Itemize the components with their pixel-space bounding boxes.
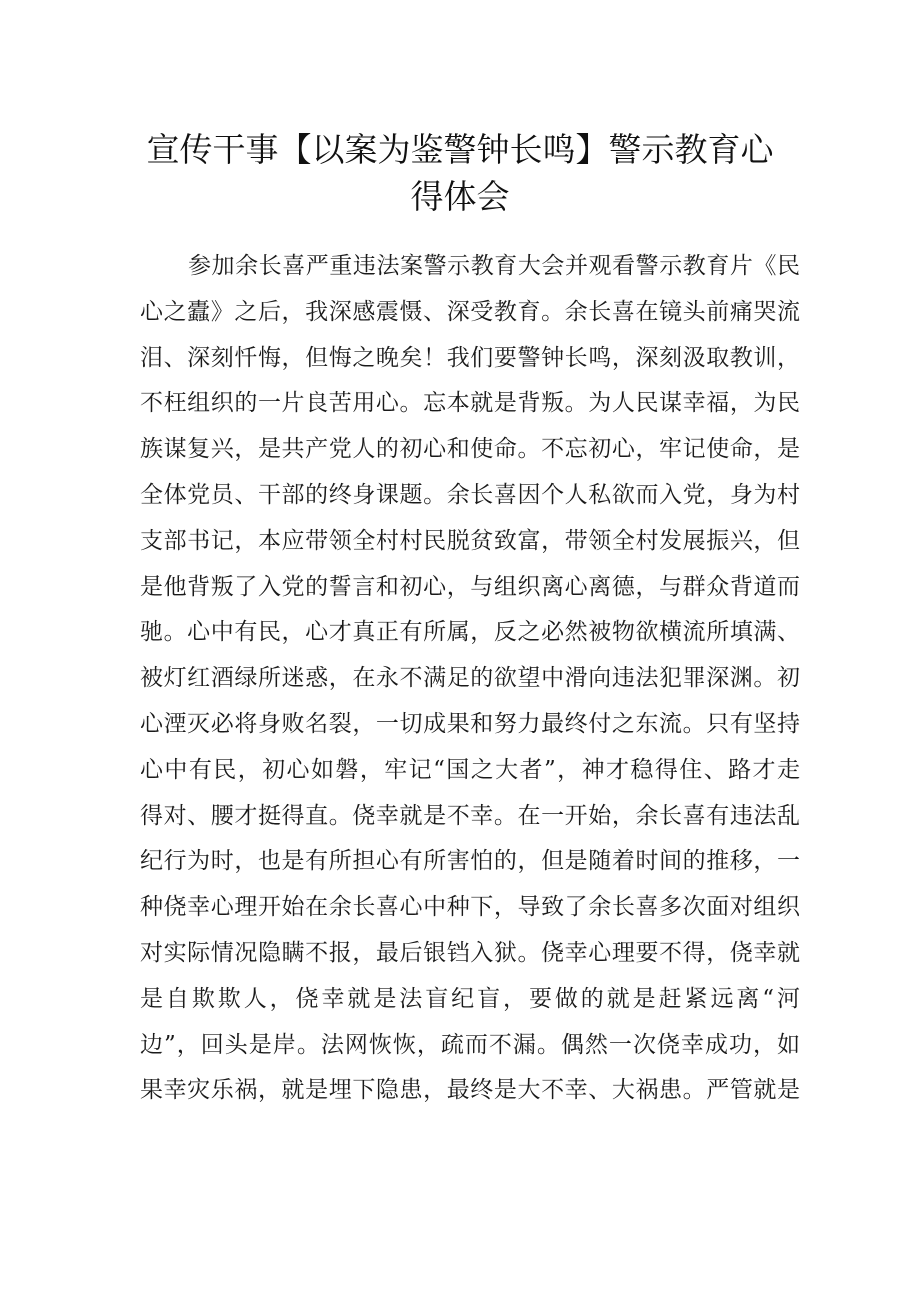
paragraph-line: 心中有民，初心如磐，牢记“国之大者”，神才稳得住、路才走	[140, 756, 800, 783]
paragraph-line: 种侥幸心理开始在余长喜心中种下，导致了余长喜多次面对组织	[140, 894, 800, 921]
paragraph-line: 果幸灾乐祸，就是埋下隐患，最终是大不幸、大祸患。严管就是	[140, 1077, 800, 1104]
paragraph-line: 对实际情况隐瞒不报，最后银铛入狱。侥幸心理要不得，侥幸就	[140, 939, 800, 966]
paragraph-line: 被灯红酒绿所迷惑，在永不满足的欲望中滑向违法犯罪深渊。初	[140, 665, 800, 692]
paragraph-line: 参加余长喜严重违法案警示教育大会并观看警示教育片《民	[188, 253, 800, 279]
paragraph-line: 是自欺欺人，侥幸就是法盲纪盲，要做的就是赶紧远离“河	[140, 985, 800, 1012]
paragraph-line: 不枉组织的一片良苦用心。忘本就是背叛。为人民谋幸福，为民	[140, 390, 800, 417]
paragraph-line: 心之蠹》之后，我深感震慑、深受教育。余长喜在镜头前痛哭流	[140, 298, 800, 325]
body-paragraph	[140, 244, 800, 1114]
document-title	[120, 126, 800, 220]
paragraph-line: 全体党员、干部的终身课题。余长喜因个人私欲而入党，身为村	[140, 481, 800, 508]
paragraph-line: 支部书记，本应带领全村村民脱贫致富，带领全村发展振兴，但	[140, 527, 800, 554]
paragraph-line: 边”，回头是岸。法网恢恢，疏而不漏。偶然一次侥幸成功，如	[140, 1031, 800, 1058]
paragraph-line: 驰。心中有民，心才真正有所属，反之必然被物欲横流所填满、	[140, 619, 800, 646]
paragraph-line: 心湮灭必将身败名裂，一切成果和努力最终付之东流。只有坚持	[140, 710, 800, 737]
paragraph-line: 泪、深刻忏悔，但悔之晚矣！我们要警钟长鸣，深刻汲取教训，	[140, 344, 800, 371]
paragraph-line: 得对、腰才挺得直。侥幸就是不幸。在一开始，余长喜有违法乱	[140, 802, 800, 829]
title-line-2: 得体会	[410, 177, 510, 216]
paragraph-line: 族谋复兴，是共产党人的初心和使命。不忘初心，牢记使命，是	[140, 436, 800, 463]
title-line-1: 宣传干事【以案为鉴警钟长鸣】警示教育心	[146, 130, 774, 169]
paragraph-line: 纪行为时，也是有所担心有所害怕的，但是随着时间的推移，一	[140, 848, 800, 875]
paragraph-line: 是他背叛了入党的誓言和初心，与组织离心离德，与群众背道而	[140, 573, 800, 600]
